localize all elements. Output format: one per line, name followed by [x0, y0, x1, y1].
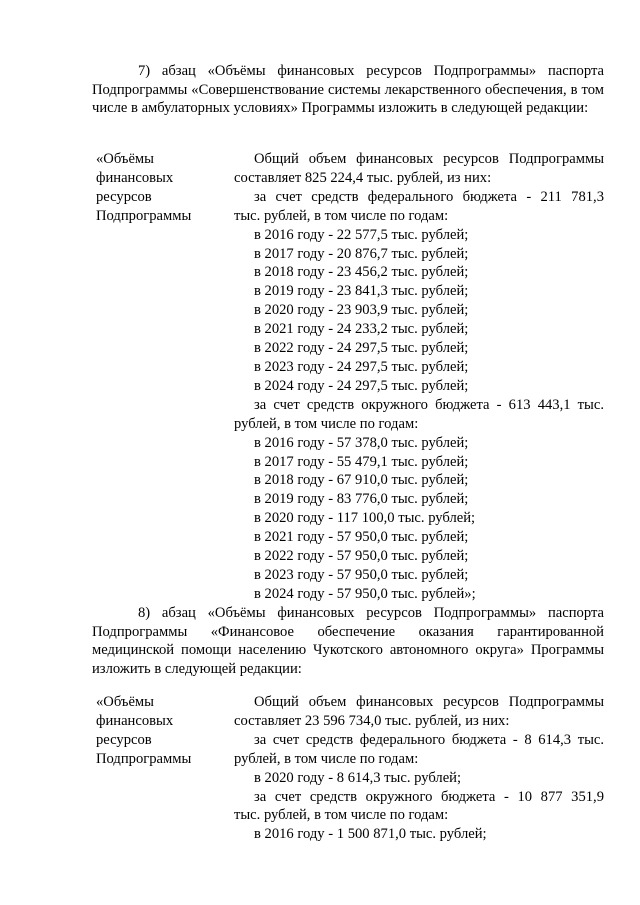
federal-line: рублей, в том числе по годам: [234, 750, 419, 767]
federal-year-line: в 2021 году - 24 233,2 тыс. рублей; [254, 321, 469, 338]
intro-line: составляет 825 224,4 тыс. рублей, из них: [234, 169, 492, 186]
funding-text [234, 150, 604, 604]
intro-line: Общий объем финансовых ресурсов Подпрограммы [254, 151, 604, 167]
district-year-line: в 2022 году - 57 950,0 тыс. рублей; [254, 548, 469, 565]
label-line: ресурсов [96, 731, 152, 748]
district-year-line: в 2016 году - 1 500 871,0 тыс. рублей; [254, 826, 487, 843]
label-line: ресурсов [96, 188, 152, 205]
federal-year-line: в 2023 году - 24 297,5 тыс. рублей; [254, 358, 469, 375]
district-year-line: в 2019 году - 83 776,0 тыс. рублей; [254, 491, 469, 508]
district-year-line: в 2016 году - 57 378,0 тыс. рублей; [254, 434, 469, 451]
amendment-paragraph-8: 8) абзац «Объёмы финансовых ресурсов Подпрограммы» паспорта Подпрограммы «Финансовое обеспечение оказания гарантированной медицинской помощи населению Чукотского автономного округа» Программы изложить в следующей редакции: [92, 605, 604, 677]
district-year-line: в 2020 году - 117 100,0 тыс. рублей; [254, 510, 476, 527]
district-year-line: в 2018 году - 67 910,0 тыс. рублей; [254, 472, 469, 489]
district-year-line: в 2021 году - 57 950,0 тыс. рублей; [254, 529, 469, 546]
federal-year-line: в 2020 году - 23 903,9 тыс. рублей; [254, 302, 469, 319]
district-year-line: в 2024 году - 57 950,0 тыс. рублей»; [254, 585, 476, 602]
intro-line: Общий объем финансовых ресурсов Подпрограммы [254, 694, 604, 710]
federal-line: за счет средств федерального бюджета - 8 614,3 тыс. [254, 731, 604, 748]
federal-line: за счет средств федерального бюджета - 211 781,3 [254, 188, 604, 205]
district-line: за счет средств окружного бюджета - 613 443,1 тыс. [254, 396, 604, 413]
federal-year-line: в 2018 году - 23 456,2 тыс. рублей; [254, 264, 469, 281]
federal-year-line: в 2017 году - 20 876,7 тыс. рублей; [254, 245, 469, 262]
federal-year-line: в 2020 году - 8 614,3 тыс. рублей; [254, 769, 462, 786]
label-line: финансовых [96, 169, 174, 186]
district-year-line: в 2017 году - 55 479,1 тыс. рублей; [254, 453, 469, 470]
label-line: финансовых [96, 712, 174, 729]
federal-year-line: в 2019 году - 23 841,3 тыс. рублей; [254, 283, 469, 300]
funding-label [96, 150, 216, 226]
label-line: Подпрограммы [96, 207, 192, 224]
federal-year-line: в 2016 году - 22 577,5 тыс. рублей; [254, 226, 469, 243]
district-line: рублей, в том числе по годам: [234, 415, 419, 432]
district-line: за счет средств окружного бюджета - 10 877 351,9 [254, 788, 604, 805]
funding-label [96, 693, 216, 769]
label-line: «Объёмы [96, 151, 154, 167]
funding-text [234, 693, 604, 844]
district-year-line: в 2023 году - 57 950,0 тыс. рублей; [254, 566, 469, 583]
federal-line: тыс. рублей, в том числе по годам: [234, 207, 449, 224]
label-line: Подпрограммы [96, 750, 192, 767]
amendment-paragraph-7: 7) абзац «Объёмы финансовых ресурсов Подпрограммы» паспорта Подпрограммы «Совершенствование системы лекарственного обеспечения, в том числе в амбулаторных условиях» Программы изложить в следующей редакции: [92, 63, 604, 117]
intro-line: составляет 23 596 734,0 тыс. рублей, из них: [234, 712, 510, 729]
district-line: тыс. рублей, в том числе по годам: [234, 807, 449, 824]
federal-year-line: в 2024 году - 24 297,5 тыс. рублей; [254, 377, 469, 394]
federal-year-line: в 2022 году - 24 297,5 тыс. рублей; [254, 340, 469, 357]
label-line: «Объёмы [96, 694, 154, 710]
